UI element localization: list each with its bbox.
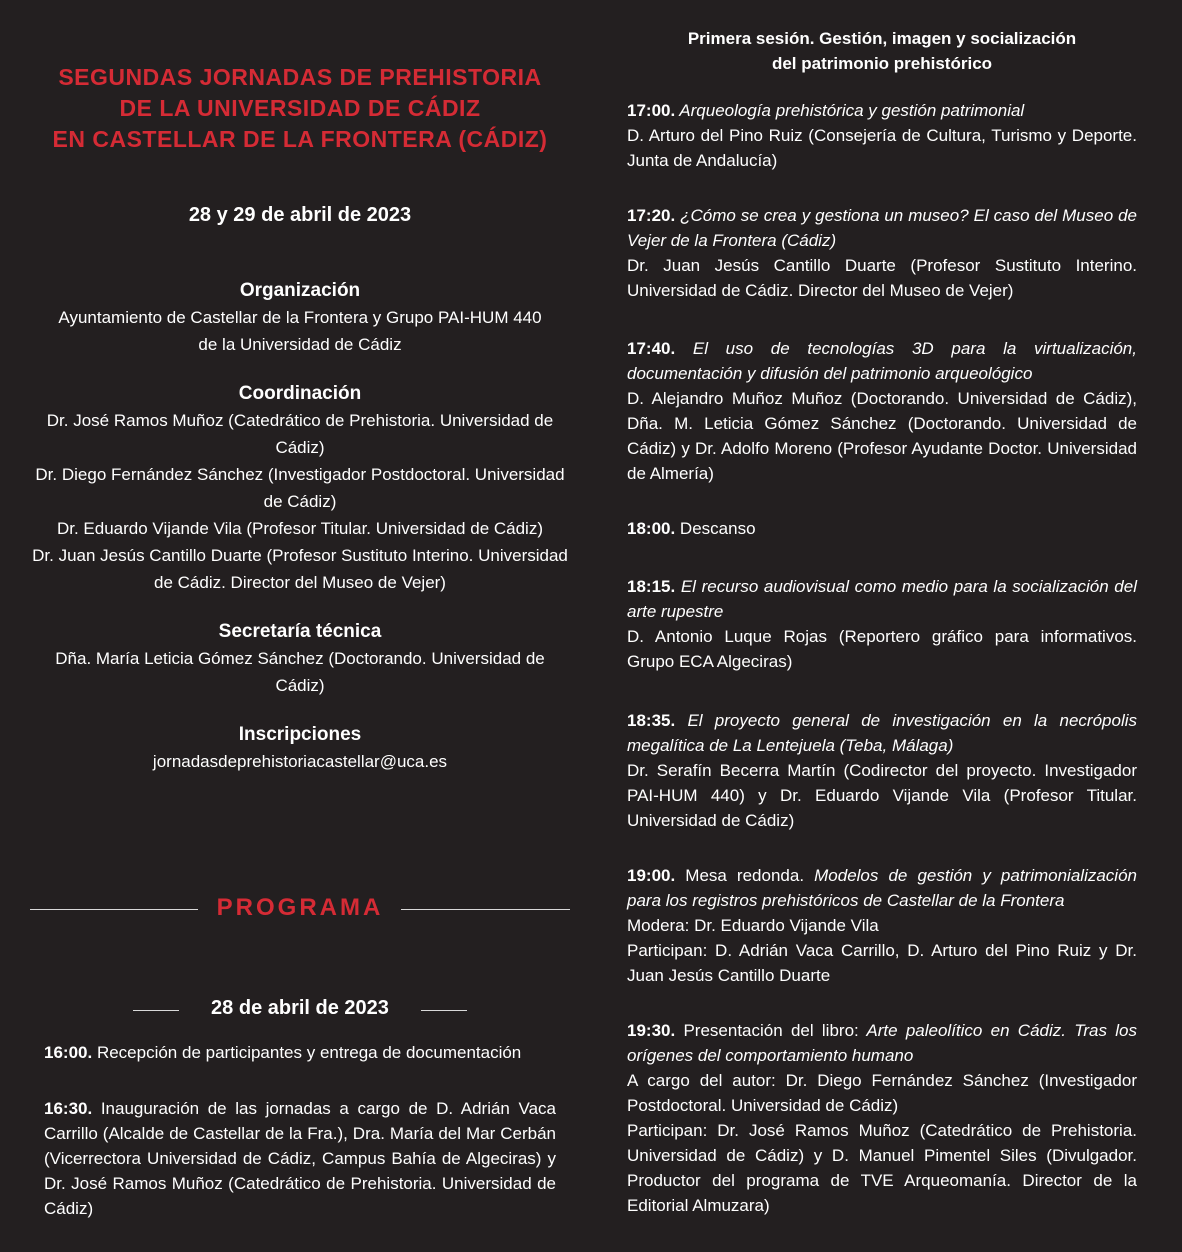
day-schedule [44,1040,556,1252]
secretaria-body [30,645,570,699]
session-item [627,1018,1137,1218]
coordinacion-line: Dr. Juan Jesús Cantillo Duarte (Profesor Sustituto Interino. Universidad [32,546,568,565]
schedule-item [44,1040,556,1065]
event-dates: 28 y 29 de abril de 2023 [188,204,412,226]
session-item [627,336,1137,486]
event-title-line: EN CASTELLAR DE LA FRONTERA (CÁDIZ) [52,126,548,152]
session-time: 19:30. [627,1021,676,1040]
secretaria-heading: Secretaría técnica [218,621,382,642]
session-detail: D. Antonio Luque Rojas (Reportero gráfico para informativos. Grupo ECA Algeciras) [627,627,1137,671]
session-item [627,98,1137,173]
session-item-heading [627,863,1137,913]
programa-label: PROGRAMA [216,894,384,921]
session-title-line: Primera sesión. Gestión, imagen y socialización [687,29,1077,48]
organizacion-line: Ayuntamiento de Castellar de la Frontera y Grupo PAI-HUM 440 [58,308,542,327]
inscripciones-heading: Inscripciones [238,724,362,745]
day-heading [133,995,467,1025]
coordinacion-line: de Cádiz) [263,492,337,511]
session-item [627,516,1137,541]
session-item-heading [627,203,1137,253]
right-column [627,26,1137,1218]
schedule-time: 16:30. [44,1099,93,1118]
session-item-heading [627,336,1137,386]
organizacion-heading: Organización [239,280,361,301]
coordinacion-line: de Cádiz. Director del Museo de Vejer) [154,573,446,592]
session-time: 19:00. [627,866,676,885]
session-item [627,863,1137,988]
event-title [30,62,570,155]
session-detail: D. Arturo del Pino Ruiz (Consejería de Cultura, Turismo y Deporte. Junta de Andalucía) [627,126,1137,170]
session-talk-title: Modelos de gestión y patrimonialización para los registros prehistóricos de Castellar de la Frontera [627,866,1137,910]
session-talk-title: ¿Cómo se crea y gestiona un museo? El caso del Museo de Vejer de la Frontera (Cádiz) [627,206,1137,250]
event-title-line: SEGUNDAS JORNADAS DE PREHISTORIA [58,64,542,90]
session-detail: D. Alejandro Muñoz Muñoz (Doctorando. Universidad de Cádiz), Dña. M. Leticia Gómez Sánchez (Doctorando. Universidad de Cádiz) y Dr. Adolfo Moreno (Profesor Ayudante Doctor. Universidad de Almería) [627,389,1137,483]
session-item-heading [627,708,1137,758]
programa-banner [30,893,570,927]
session-time: 17:40. [627,339,676,358]
coordinacion-body [30,407,570,596]
day-label: 28 de abril de 2023 [211,997,389,1019]
session-item-heading [627,98,1137,123]
session-talk-title: El recurso audiovisual como medio para la socialización del arte rupestre [627,577,1137,621]
session-title-line: del patrimonio prehistórico [771,54,993,73]
session-title [627,26,1137,76]
session-detail: Modera: Dr. Eduardo Vijande Vila [627,916,879,935]
session-talk-title: Arte paleolítico en Cádiz. Tras los orígenes del comportamiento humano [627,1021,1137,1065]
coordinacion-line: Dr. José Ramos Muñoz (Catedrático de Prehistoria. Universidad de [46,411,554,430]
divider [421,1010,467,1011]
schedule-text: Recepción de participantes y entrega de documentación [96,1043,522,1062]
organizacion-line: de la Universidad de Cádiz [198,335,402,354]
session-time: 18:15. [627,577,676,596]
session-lead: Mesa redonda. [675,866,805,885]
divider [401,909,570,910]
schedule-time: 16:00. [44,1043,93,1062]
session-detail: Dr. Serafín Becerra Martín (Codirector del proyecto. Investigador PAI-HUM 440) y Dr. Eduardo Vijande Vila (Profesor Titular. Universidad de Cádiz) [627,761,1137,830]
session-lead: Descanso [675,519,756,538]
coordinacion-line: Cádiz) [275,438,325,457]
session-talk-title: Arqueología prehistórica y gestión patrimonial [675,101,1025,120]
coordinacion-line: Dr. Eduardo Vijande Vila (Profesor Titular. Universidad de Cádiz) [56,519,543,538]
secretaria-line: Dña. María Leticia Gómez Sánchez (Doctorando. Universidad de [55,649,545,668]
schedule-item [44,1096,556,1221]
schedule-text: Inauguración de las jornadas a cargo de D. Adrián Vaca Carrillo (Alcalde de Castellar de la Fra.), Dra. María del Mar Cerbán (Vicerrectora Universidad de Cádiz, Campus Bahía de Algeciras) y Dr. José Ramos Muñoz (Catedrático de Prehistoria. Universidad de Cádiz) [44,1099,556,1218]
session-talk-title: El proyecto general de investigación en la necrópolis megalítica de La Lentejuela (Teba, Málaga) [627,711,1137,755]
left-column [30,62,570,775]
session-item-heading [627,574,1137,624]
session-item [627,203,1137,303]
coordinacion-heading: Coordinación [238,383,362,404]
session-list [627,98,1137,1218]
event-title-line: DE LA UNIVERSIDAD DE CÁDIZ [119,95,481,121]
session-item [627,708,1137,833]
session-detail: Dr. Juan Jesús Cantillo Duarte (Profesor Sustituto Interino. Universidad de Cádiz. Director del Museo de Vejer) [627,256,1137,300]
inscripciones-email[interactable]: jornadasdeprehistoriacastellar@uca.es [152,752,448,771]
session-detail: A cargo del autor: Dr. Diego Fernández Sánchez (Investigador Postdoctoral. Universidad de Cádiz) [627,1071,1137,1115]
organizacion-body [30,304,570,358]
session-time: 17:00. [627,101,676,120]
coordinacion-line: Dr. Diego Fernández Sánchez (Investigador Postdoctoral. Universidad [35,465,565,484]
session-lead: Presentación del libro: [675,1021,859,1040]
session-item-heading [627,516,1137,541]
secretaria-line: Cádiz) [275,676,325,695]
session-time: 17:20. [627,206,676,225]
session-time: 18:35. [627,711,676,730]
session-detail: Participan: D. Adrián Vaca Carrillo, D. Arturo del Pino Ruiz y Dr. Juan Jesús Cantillo Duarte [627,941,1137,985]
session-talk-title: El uso de tecnologías 3D para la virtualización, documentación y difusión del patrimonio arqueológico [627,339,1137,383]
session-item [627,574,1137,674]
session-item-heading [627,1018,1137,1068]
session-time: 18:00. [627,519,676,538]
session-detail: Participan: Dr. José Ramos Muñoz (Catedrático de Prehistoria. Universidad de Cádiz) y D. Manuel Pimentel Siles (Divulgador. Productor del programa de TVE Arqueomanía. Director de la Editorial Almuzara) [627,1121,1137,1215]
